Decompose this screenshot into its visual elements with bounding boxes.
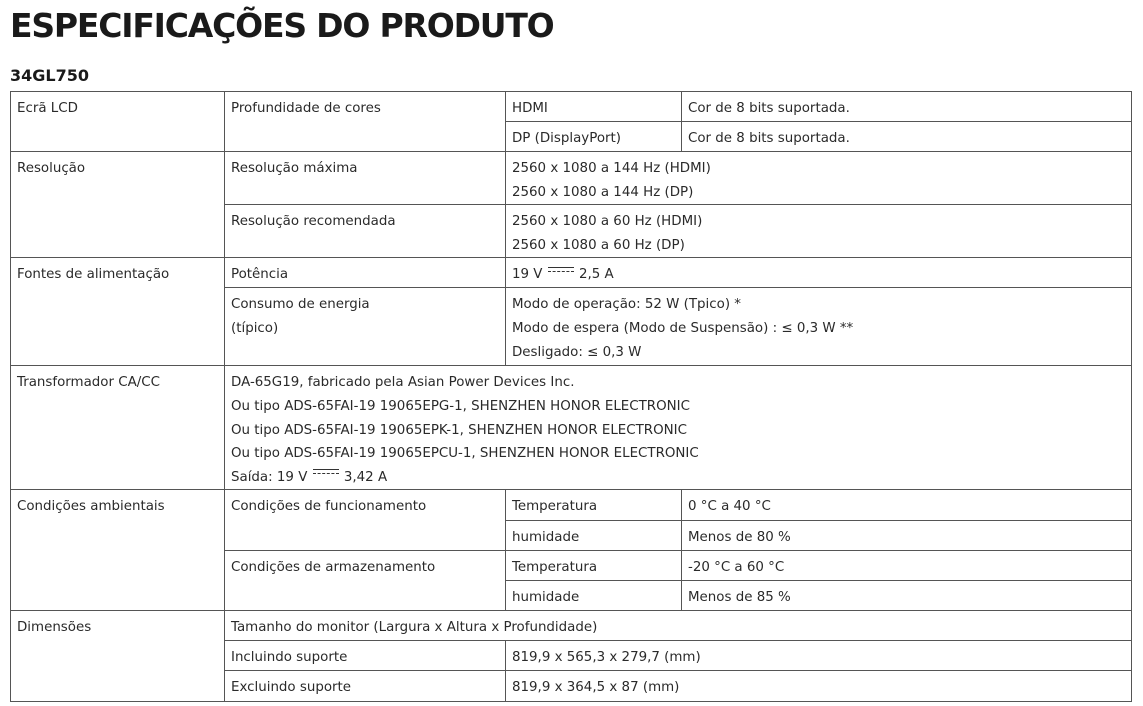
with-stand-label: Incluindo suporte [225, 641, 506, 671]
without-stand-value: 819,9 x 364,5 x 87 (mm) [506, 671, 1132, 702]
power-consumption-value [506, 288, 1132, 366]
max-resolution-value [506, 152, 1132, 205]
max-resolution-dp: 2560 x 1080 a 144 Hz (DP) [512, 184, 694, 200]
storage-temperature-value: -20 °C a 60 °C [682, 551, 1132, 581]
operating-temperature-label: Temperatura [506, 490, 682, 521]
power-rating-amp: 2,5 A [579, 267, 614, 283]
adapter-output-amp: 3,42 A [343, 469, 388, 485]
model-name: 34GL750 [10, 66, 89, 85]
recommended-resolution-dp: 2560 x 1080 a 60 Hz (DP) [512, 237, 685, 253]
storage-humidity-value: Menos de 85 % [682, 581, 1132, 611]
hdmi-value: Cor de 8 bits suportada. [682, 92, 1132, 122]
category-adapter: Transformador CA/CC [11, 366, 225, 490]
category-resolution: Resolução [11, 152, 225, 258]
dp-value: Cor de 8 bits suportada. [682, 122, 1132, 152]
color-depth-label: Profundidade de cores [225, 92, 506, 152]
storage-humidity-label: humidade [506, 581, 682, 611]
storage-temperature-label: Temperatura [506, 551, 682, 581]
dimensions-header: Tamanho do monitor (Largura x Altura x Profundidade) [225, 611, 1132, 641]
power-mode-on: Modo de operação: 52 W (Tpico) * [512, 297, 742, 313]
table-row [11, 258, 1132, 288]
category-power: Fontes de alimentação [11, 258, 225, 366]
power-mode-off: Desligado: ≤ 0,3 W [512, 344, 642, 360]
power-mode-sleep: Modo de espera (Modo de Suspensão) : ≤ 0,3 W ** [512, 320, 854, 336]
table-row [11, 152, 1132, 205]
dc-symbol-icon [313, 469, 339, 478]
table-row [11, 490, 1132, 521]
page-title: ESPECIFICAÇÕES DO PRODUTO [10, 6, 554, 45]
max-resolution-label: Resolução máxima [225, 152, 506, 205]
spec-table [10, 91, 1132, 702]
recommended-resolution-hdmi: 2560 x 1080 a 60 Hz (HDMI) [512, 214, 703, 230]
power-consumption-label-line1: Consumo de energia [231, 297, 370, 313]
max-resolution-hdmi: 2560 x 1080 a 144 Hz (HDMI) [512, 161, 711, 176]
hdmi-label: HDMI [506, 92, 682, 122]
category-environment: Condições ambientais [11, 490, 225, 611]
power-consumption-label-line2: (típico) [231, 320, 279, 336]
power-consumption-label [225, 288, 506, 366]
power-rating-label: Potência [225, 258, 506, 288]
power-rating-value [506, 258, 1132, 288]
adapter-line-2: Ou tipo ADS-65FAI-19 19065EPG-1, SHENZHEN HONOR ELECTRONIC [231, 398, 690, 414]
operating-temperature-value: 0 °C a 40 °C [682, 490, 1132, 521]
operating-humidity-label: humidade [506, 521, 682, 551]
table-row [11, 92, 1132, 122]
recommended-resolution-value [506, 205, 1132, 258]
dc-symbol-icon [548, 267, 574, 276]
adapter-line-3: Ou tipo ADS-65FAI-19 19065EPK-1, SHENZHEN HONOR ELECTRONIC [231, 422, 687, 438]
with-stand-value: 819,9 x 565,3 x 279,7 (mm) [506, 641, 1132, 671]
operating-humidity-value: Menos de 80 % [682, 521, 1132, 551]
table-row [11, 366, 1132, 490]
adapter-value [225, 366, 1132, 490]
storage-conditions-label: Condições de armazenamento [225, 551, 506, 611]
category-dimensions: Dimensões [11, 611, 225, 702]
recommended-resolution-label: Resolução recomendada [225, 205, 506, 258]
without-stand-label: Excluindo suporte [225, 671, 506, 702]
adapter-output [231, 466, 1125, 490]
adapter-line-4: Ou tipo ADS-65FAI-19 19065EPCU-1, SHENZHEN HONOR ELECTRONIC [231, 446, 699, 462]
adapter-line-1: DA-65G19, fabricado pela Asian Power Devices Inc. [231, 375, 575, 391]
category-lcd: Ecrã LCD [11, 92, 225, 152]
operating-conditions-label: Condições de funcionamento [225, 490, 506, 551]
adapter-output-volt: Saída: 19 V [231, 469, 308, 485]
dp-label: DP (DisplayPort) [506, 122, 682, 152]
power-rating-volt: 19 V [512, 267, 543, 283]
table-row [11, 611, 1132, 641]
